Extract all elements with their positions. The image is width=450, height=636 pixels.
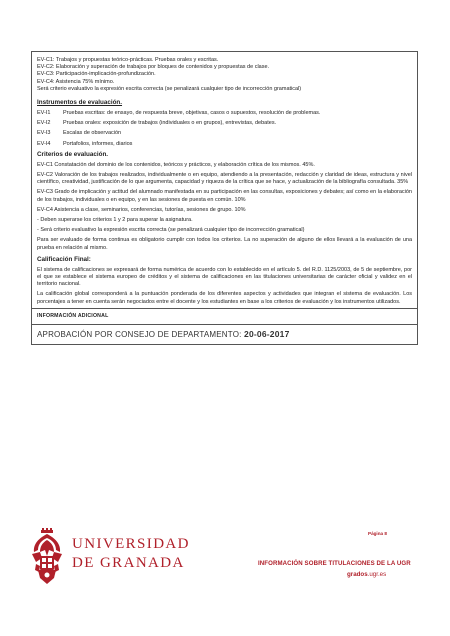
final-grade-paragraph: El sistema de calificaciones se expresará de forma numérica de acuerdo con lo establecido en el artículo 5. del R.D. 1125/2003, de 5 de septiembre, por el que se establece el sistema europeo de créditos y el sistema de calificaciones en las titulaciones universitarias de carácter oficial y validez en el territorio nacional. [37,266,412,288]
criterion-c3: EV-C3 Grado de implicación y actitud del alumnado manifestada en su participación en las consultas, exposiciones y debates; así como en la elaboración de los trabajos, individuales o en equipo, y en las sesiones de puesta en común. 10% [37,189,412,203]
additional-info-label: INFORMACIÓN ADICIONAL [32,309,417,325]
approval-label: APROBACIÓN POR CONSEJO DE DEPARTAMENTO: [37,329,242,339]
eval-line: EV-C4: Asistencia 75% mínimo. [37,78,115,85]
instrument-item [37,120,412,127]
eval-line: EV-C1: Trabajos y propuestas teórico-prácticas. Pruebas orales y escritas. [37,57,219,63]
instrument-code: EV-I3 [37,130,51,137]
continuous-eval-note: Para ser evaluado de forma continua es obligatorio cumplir con todos los criterios. La no superación de alguno de ellos llevará a la evaluación de una prueba en relación al mismo. [37,237,412,251]
degree-info-title: INFORMACIÓN SOBRE TITULACIONES DE LA UGR [258,560,411,567]
instruments-heading: Instrumentos de evaluación. [37,99,123,107]
university-seal-icon [28,528,66,586]
guide-frame [31,51,418,345]
instrument-code: EV-I4 [37,140,51,147]
instrument-code: EV-I1 [37,110,51,117]
approval-row [32,325,417,344]
instrument-code: EV-I2 [37,120,51,127]
grados-link-bold: grados [347,571,368,578]
instrument-item [37,141,412,148]
instrument-item [37,130,412,137]
final-grade-heading: Calificación Final: [37,255,91,263]
university-name-line2: DE GRANADA [72,555,185,571]
criterion-c1: EV-C1 Constatación del dominio de los contenidos, teóricos y prácticos, y elaboración crítica de los mismos. 45%. [37,161,315,168]
approval-date: 20-06-2017 [244,328,290,339]
criterion-c4: EV-C4 Asistencia a clase, seminarios, conferencias, tutorías, sesiones de grupo. 10% [37,206,246,213]
evaluation-section [32,52,417,309]
instrument-text: Pruebas escritas: de ensayo, de respuesta breve, objetivas, casos o supuestos, resolución de problemas. [63,110,321,117]
final-grade-paragraph: La calificación global corresponderá a la puntuación ponderada de los diferentes aspectos y actividades que integran el sistema de evaluación. Los porcentajes a tener en cuenta serán negociados entre el docente y los estudiantes en base a los criterios de evaluación y los instrumentos utilizados. [37,291,412,305]
criteria-heading: Criterios de evaluación. [37,150,109,158]
instrument-item [37,110,412,117]
criteria-note: - Será criterio evaluativo la expresión escrita correcta (se penalizará cualquier tipo de incorrección gramatical) [37,227,305,234]
university-name-line1: UNIVERSIDAD [72,536,190,552]
page-number: Página 8 [368,531,387,536]
grados-link[interactable] [347,571,386,578]
eval-line: EV-C3: Participación-implicación-profundización. [37,71,156,78]
criterion-c2: EV-C2 Valoración de los trabajos realizados, individualmente o en equipo, atendiendo a la presentación, redacción y claridad de ideas, estructura y nivel científico, creatividad, justificación de lo que argumenta, capacidad y riqueza de la crítica que se hace, y actualización de la bibliografía consultada. 35% [37,172,412,186]
criteria-note: - Deben superarse los criterios 1 y 2 para superar la asignatura. [37,217,193,224]
instrument-text: Pruebas orales: exposición de trabajos (individuales o en grupos), entrevistas, debates. [63,120,277,127]
grados-link-domain: .ugr.es [367,571,387,578]
eval-line: Será criterio evaluativo la expresión escrita correcta (se penalizará cualquier tipo de incorrección gramatical) [37,85,302,92]
instrument-text: Escalas de observación [63,130,122,137]
instrument-text: Portafolios, informes, diarios [63,140,133,147]
eval-line: EV-C2: Elaboración y superación de trabajos por bloques de contenidos y propuestas de clase. [37,64,270,71]
footer [28,528,428,588]
